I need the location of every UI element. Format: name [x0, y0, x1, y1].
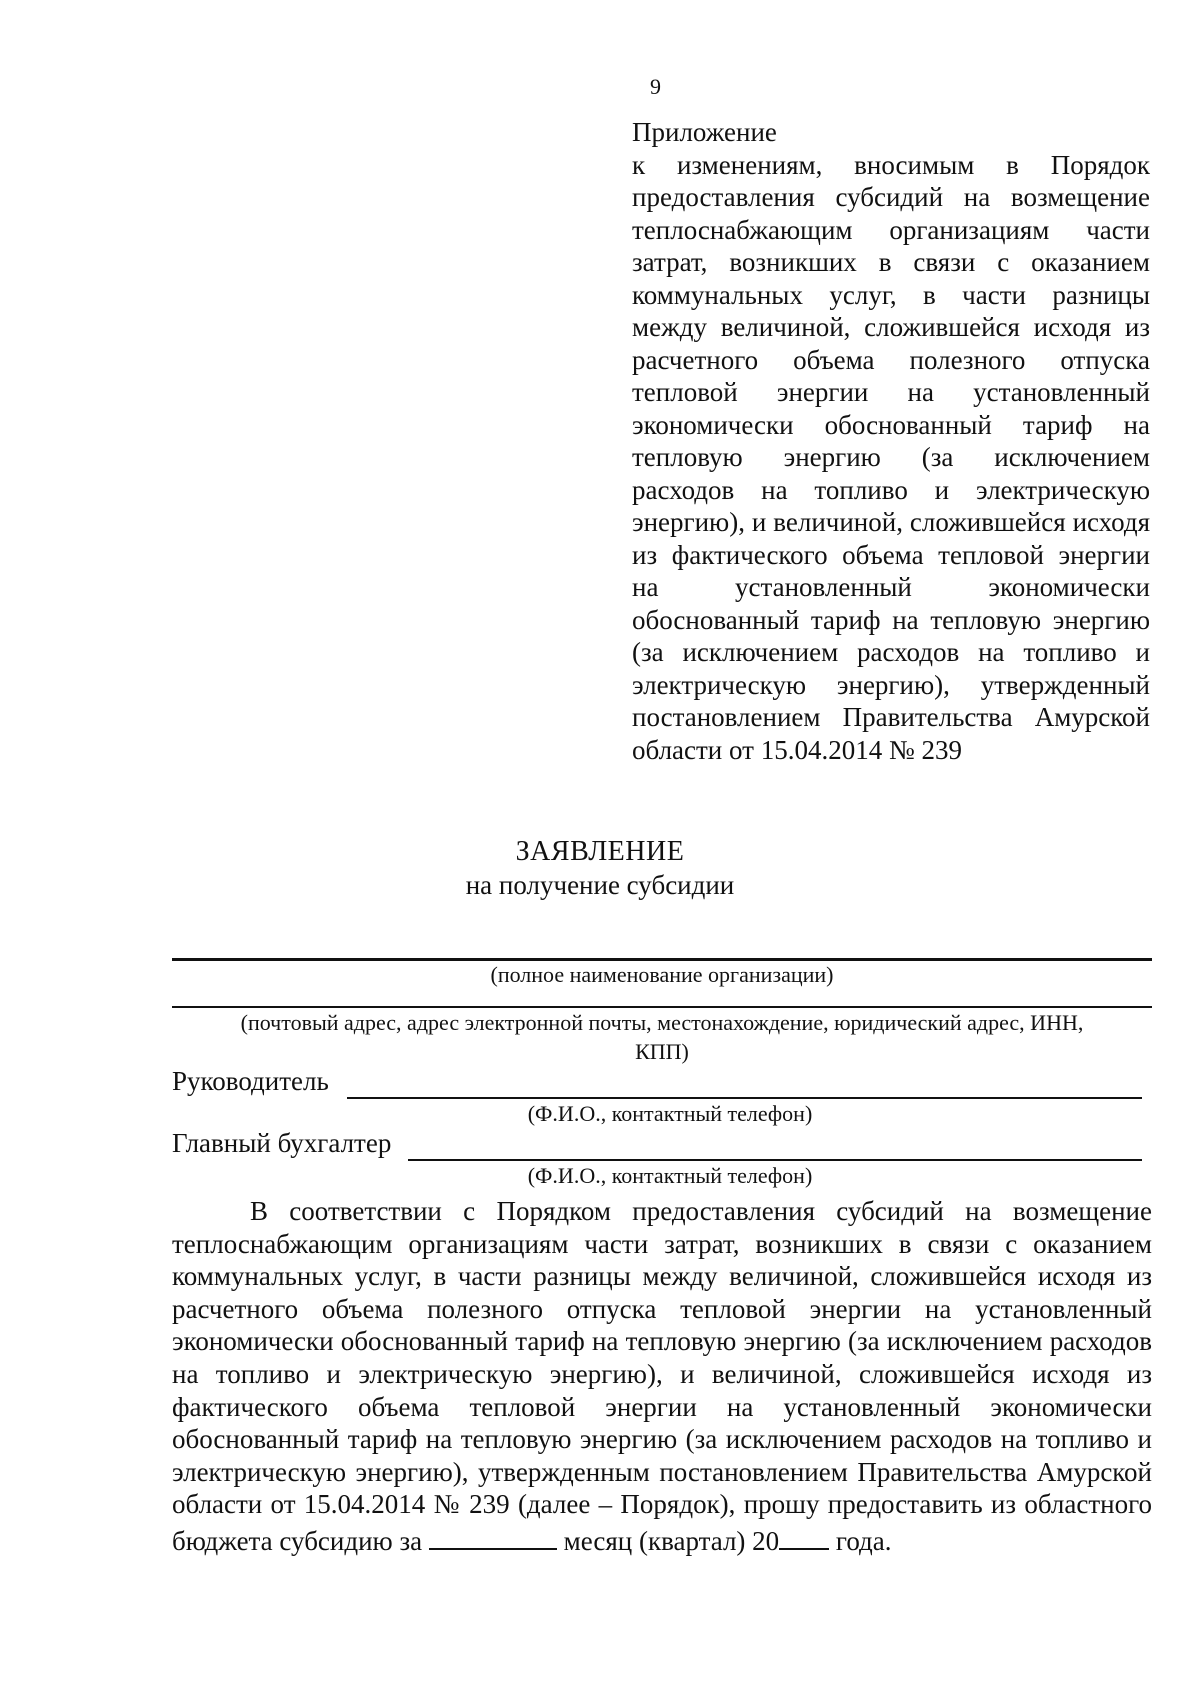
- head-name-field[interactable]: [347, 1097, 1142, 1099]
- year-blank-field[interactable]: [779, 1521, 829, 1550]
- accountant-name-field[interactable]: [408, 1159, 1142, 1161]
- main-paragraph-text: В соответствии с Порядком предоставления субсидий на возмещение теплоснабжающим организациям части затрат, возникших в связи с оказанием коммунальных услуг, в части разницы между величиной, сложившейся исходя из расчетного объема полезного отпуска тепловой энергии на установленный экономически обоснованный тариф на тепловую энергию (за исключением расходов на топливо и электрическую энергию), и величиной, сложившейся исходя из фактического объема тепловой энергии на установленный экономически обоснованный тариф на тепловую энергию (за исключением расходов на топливо и электрическую энергию), утвержденным постановлением Правительства Амурской области от 15.04.2014 № 239 (далее – Порядок), прошу предоставить из областного бюджета субсидию за: [172, 1196, 1152, 1556]
- appendix-text: к изменениям, вносимым в Порядок предоставления субсидий на возмещение теплоснабжающим организациям части затрат, возникших в связи с оказанием коммунальных услуг, в части разницы между величиной, сложившейся исходя из расчетного объема полезного отпуска тепловой энергии на установленный экономически обоснованный тариф на тепловую энергию (за исключением расходов на топливо и электрическую энергию), и величиной, сложившейся исходя из фактического объема тепловой энергии на установленный экономически обоснованный тариф на тепловую энергию (за исключением расходов на топливо и электрическую энергию), утвержденный постановлением Правительства Амурской области от 15.04.2014 № 239: [632, 149, 1150, 765]
- org-name-caption: (полное наименование организации): [490, 962, 834, 987]
- appendix-block: [632, 116, 1150, 766]
- accountant-contact-caption: (Ф.И.О., контактный телефон): [527, 1163, 813, 1188]
- document-title: ЗАЯВЛЕНИЕ: [515, 836, 685, 867]
- appendix-heading: Приложение: [632, 117, 777, 147]
- head-label: Руководитель: [172, 1066, 329, 1096]
- month-quarter-label: месяц (квартал): [563, 1525, 746, 1556]
- address-caption-line2: КПП): [635, 1039, 689, 1064]
- page-number: 9: [650, 74, 661, 99]
- accountant-label: Главный бухгалтер: [172, 1128, 392, 1158]
- month-blank-field[interactable]: [429, 1521, 557, 1550]
- address-caption-line1: (почтовый адрес, адрес электронной почты, местонахождение, юридический адрес, ИНН,: [240, 1010, 1084, 1035]
- head-contact-caption: (Ф.И.О., контактный телефон): [527, 1101, 813, 1126]
- org-name-line[interactable]: [172, 958, 1152, 961]
- address-line[interactable]: [172, 1006, 1152, 1008]
- year-prefix: 20: [752, 1525, 780, 1556]
- document-subtitle: на получение субсидии: [465, 870, 735, 900]
- year-suffix: года.: [835, 1525, 892, 1556]
- main-paragraph: [172, 1195, 1152, 1558]
